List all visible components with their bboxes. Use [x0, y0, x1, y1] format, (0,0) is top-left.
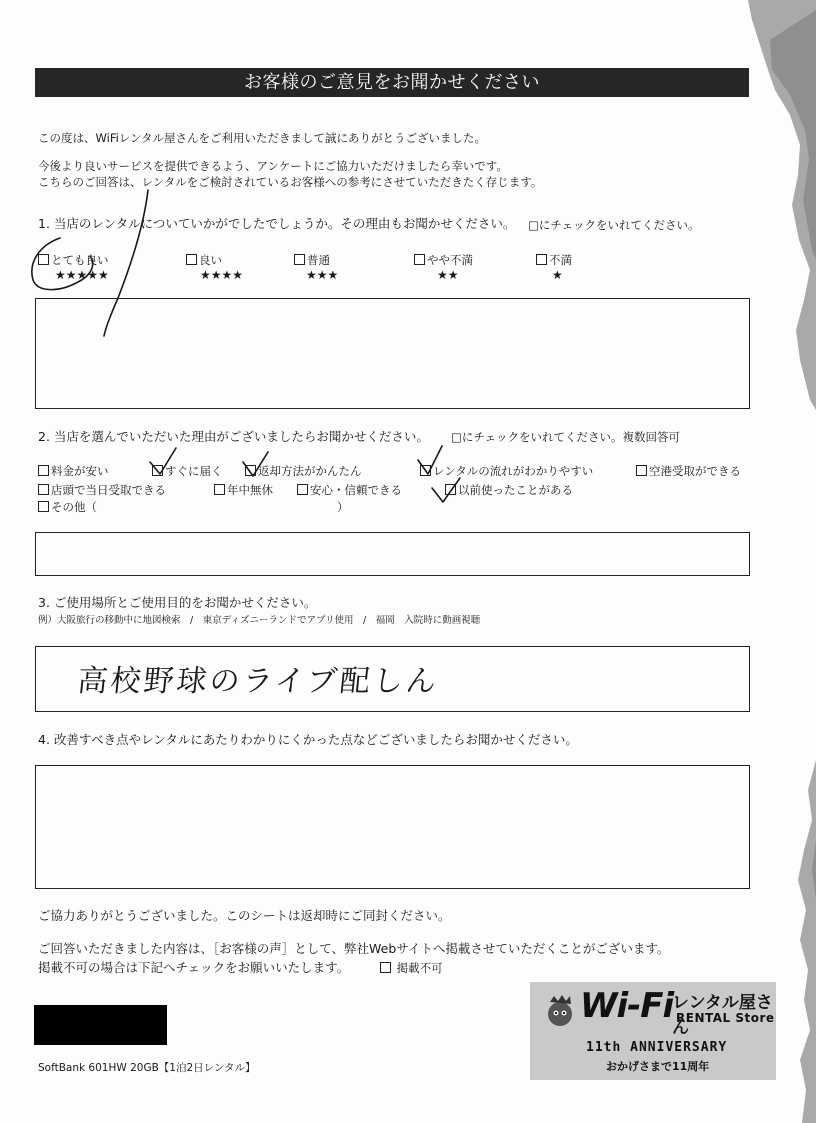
checkbox[interactable] — [245, 465, 256, 476]
q1-instruction: □にチェックをいれてください。 — [528, 218, 700, 232]
checkbox[interactable] — [420, 465, 431, 476]
checkbox[interactable] — [445, 484, 456, 495]
q4-question: 4. 改善すべき点やレンタルにあたりわかりにくかった点などございましたらお聞かせください。 — [38, 732, 578, 747]
checkbox[interactable] — [38, 484, 49, 495]
q1-stars-3: ★★★ — [306, 268, 339, 282]
q1-answer-box[interactable] — [35, 298, 750, 409]
logo-rental-en: RENTAL Store — [676, 1011, 775, 1025]
checkbox[interactable] — [297, 484, 308, 495]
q1-stars-5: ★★★★★ — [55, 268, 109, 282]
survey-title: お客様のご意見をお聞かせください — [35, 68, 749, 97]
q2-option-same-day-store[interactable]: 店頭で当日受取できる — [38, 483, 166, 497]
device-info: SoftBank 601HW 20GB【1泊2日レンタル】 — [38, 1062, 256, 1074]
checkbox[interactable] — [38, 254, 49, 265]
logo-wifi-text: Wi-Fi — [580, 986, 674, 1026]
checkbox[interactable] — [38, 465, 49, 476]
checkbox[interactable] — [214, 484, 225, 495]
footer-notice-1: ご回答いただきました内容は、［お客様の声］として、弊社Webサイトへ掲載させていただくことがございます。 — [38, 941, 670, 956]
intro-line-2: 今後より良いサービスを提供できるよう、アンケートにご協力いただけましたら幸いです。 — [38, 159, 508, 173]
footer-thanks: ご協力ありがとうございました。このシートは返却時にご同封ください。 — [38, 908, 451, 923]
logo-anniversary: 11th ANNIVERSARY — [586, 1040, 728, 1055]
checkbox[interactable] — [186, 254, 197, 265]
q3-handwritten-answer: 高校野球のライブ配しん — [75, 664, 441, 699]
q1-option-slightly-dissatisfied[interactable]: やや不満 — [414, 253, 473, 267]
q2-option-fast-delivery[interactable]: すぐに届く — [152, 464, 223, 478]
q3-question: 3. ご使用場所とご使用目的をお聞かせください。 — [38, 595, 317, 610]
q2-option-other[interactable]: その他（ — [38, 500, 97, 514]
intro-line-1: この度は、WiFiレンタル屋さんをご利用いただきまして誠にありがとうございました。 — [38, 131, 487, 145]
q1-stars-2: ★★ — [437, 268, 459, 282]
q2-option-used-before[interactable]: 以前使ったことがある — [445, 483, 573, 497]
q2-option-cheap[interactable]: 料金が安い — [38, 464, 109, 478]
q1-question: 1. 当店のレンタルについていかがでしたでしょうか。その理由もお聞かせください。 — [38, 216, 516, 231]
q3-example: 例）大阪旅行の移動中に地図検索 / 東京ディズニーランドでアプリ使用 / 福岡 入院時に動画視聴 — [38, 615, 481, 626]
crown-mascot-icon — [542, 992, 578, 1028]
q1-option-dissatisfied[interactable]: 不満 — [536, 253, 572, 267]
checkbox[interactable] — [636, 465, 647, 476]
footer-notice-2: 掲載不可の場合は下記へチェックをお願いいたします。 — [38, 960, 350, 975]
wifi-rental-logo — [530, 982, 776, 1080]
checkbox[interactable] — [536, 254, 547, 265]
checkbox[interactable] — [152, 465, 163, 476]
logo-thanks: おかげさまで11周年 — [606, 1060, 710, 1073]
q1-stars-1: ★ — [552, 268, 563, 282]
logo-rental-jp: レンタル屋さん — [672, 993, 773, 1038]
opt-out-checkbox[interactable]: 掲載不可 — [380, 961, 443, 975]
q2-option-open-all-year[interactable]: 年中無休 — [214, 483, 273, 497]
q4-answer-box[interactable] — [35, 765, 750, 889]
q2-option-airport-pickup[interactable]: 空港受取ができる — [636, 464, 741, 478]
checkbox[interactable] — [38, 501, 49, 512]
q2-option-easy-flow[interactable]: レンタルの流れがわかりやすい — [420, 464, 593, 478]
intro-line-3: こちらのご回答は、レンタルをご検討されているお客様への参考にさせていただきたく存じます。 — [38, 175, 543, 189]
redacted-block — [34, 1005, 167, 1045]
q2-answer-box[interactable] — [35, 532, 750, 576]
q2-option-easy-return[interactable]: 返却方法がかんたん — [245, 464, 362, 478]
q1-option-very-good[interactable]: とても良い — [38, 253, 109, 267]
q2-other-close-paren: ） — [337, 500, 349, 514]
q2-question: 2. 当店を選んでいただいた理由がございましたらお聞かせください。 — [38, 429, 429, 444]
q1-option-average[interactable]: 普通 — [294, 253, 330, 267]
checkbox[interactable] — [414, 254, 425, 265]
checkbox[interactable] — [380, 962, 391, 973]
q2-instruction: □にチェックをいれてください。複数回答可 — [451, 430, 681, 444]
q1-option-good[interactable]: 良い — [186, 253, 222, 267]
checkbox[interactable] — [294, 254, 305, 265]
q1-stars-4: ★★★★ — [200, 268, 244, 282]
q2-option-trustworthy[interactable]: 安心・信頼できる — [297, 483, 402, 497]
